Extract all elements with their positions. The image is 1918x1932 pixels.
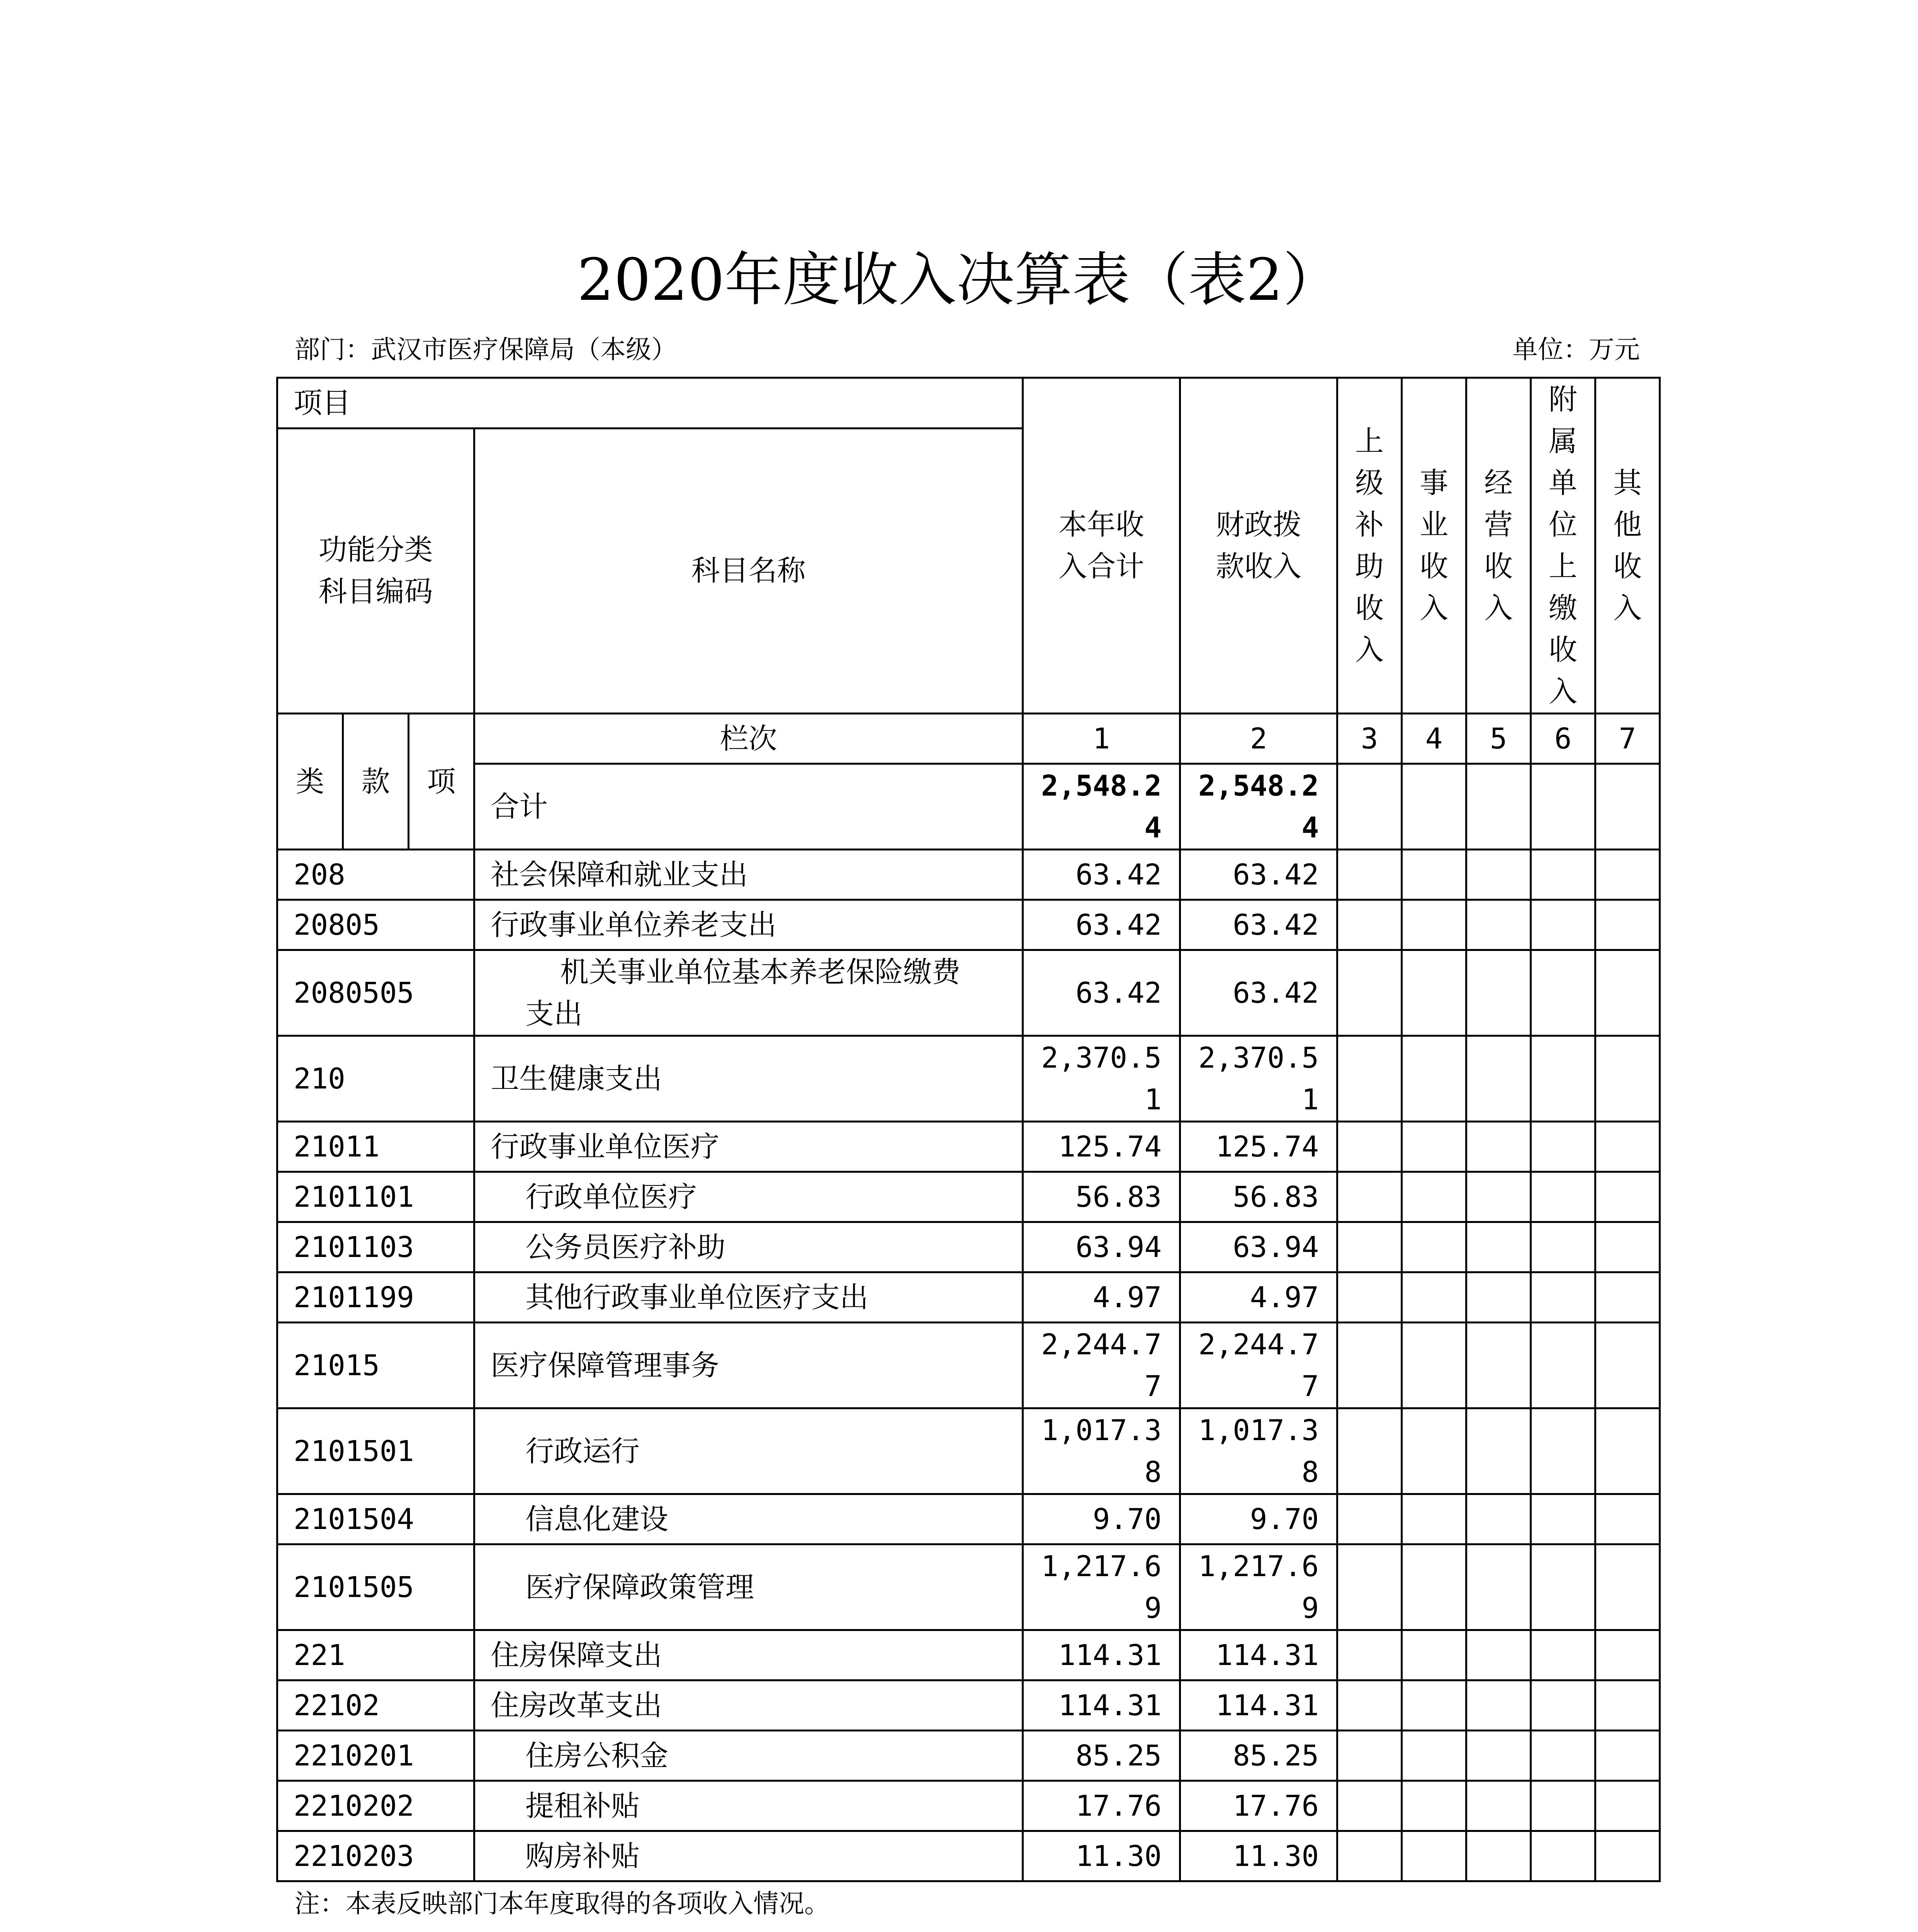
empty-cell [1531,1122,1595,1172]
empty-cell [1337,900,1402,950]
empty-cell [1466,1172,1531,1222]
empty-cell [1595,1544,1660,1630]
row-code: 221 [277,1630,474,1680]
row-total-value: 9.70 [1023,1494,1180,1544]
empty-cell [1337,1272,1402,1323]
row-subject-name: 住房保障支出 [474,1630,1023,1680]
empty-cell [1337,850,1402,900]
col-number: 7 [1595,714,1660,764]
row-fiscal-value: 2,370.5 1 [1180,1036,1337,1122]
row-total-value: 2,370.5 1 [1023,1036,1180,1122]
row-fiscal-value: 114.31 [1180,1680,1337,1731]
row-subject-name: 机关事业单位基本养老保险缴费 支出 [474,950,1023,1036]
empty-cell [1337,1408,1402,1494]
empty-cell [1402,1680,1466,1731]
empty-cell [1402,1323,1466,1408]
col-number: 3 [1337,714,1402,764]
row-code: 2101501 [277,1408,474,1494]
header-xiang: 项 [409,714,474,850]
row-code: 2101101 [277,1172,474,1222]
empty-cell [1466,850,1531,900]
empty-cell [1466,1831,1531,1881]
empty-cell [1337,1731,1402,1781]
table-row [277,1122,1660,1172]
header-subject-name: 科目名称 [474,428,1023,713]
empty-cell [1466,1408,1531,1494]
table-row [277,1172,1660,1222]
empty-cell [1595,1122,1660,1172]
row-total-value: 11.30 [1023,1831,1180,1881]
empty-cell [1337,950,1402,1036]
table-row [277,1272,1660,1323]
empty-cell [1531,900,1595,950]
page-title: 2020年度收入决算表（表2） [577,247,1341,314]
empty-cell [1531,850,1595,900]
row-code: 2101505 [277,1544,474,1630]
col-number: 6 [1531,714,1595,764]
empty-cell [1531,1222,1595,1272]
total-row [277,764,1660,850]
table-row [277,1036,1660,1122]
row-fiscal-value: 1,017.3 8 [1180,1408,1337,1494]
row-code: 2210203 [277,1831,474,1881]
table-row [277,1731,1660,1781]
empty-cell [1595,1680,1660,1731]
footnote-line1: 注：本表反映部门本年度取得的各项收入情况。 [294,1889,830,1918]
header-col-total: 本年收 入合计 [1023,378,1180,714]
row-total-value: 1,017.3 8 [1023,1408,1180,1494]
row-code: 2080505 [277,950,474,1036]
row-subject-name: 社会保障和就业支出 [474,850,1023,900]
empty-cell [1595,1172,1660,1222]
empty-cell [1402,1781,1466,1831]
empty-cell [1402,1172,1466,1222]
empty-cell [1337,1680,1402,1731]
empty-cell [1337,1781,1402,1831]
empty-cell [1531,1781,1595,1831]
row-fiscal-value: 17.76 [1180,1781,1337,1831]
row-subject-name: 行政单位医疗 [474,1172,1023,1222]
empty-cell [1531,1172,1595,1222]
table-row [277,1222,1660,1272]
empty-cell [1531,950,1595,1036]
empty-cell [1531,1630,1595,1680]
empty-cell [1466,1323,1531,1408]
empty-cell [1595,1731,1660,1781]
empty-cell [1531,1544,1595,1630]
empty-cell [1337,1036,1402,1122]
empty-cell [1402,1494,1466,1544]
row-fiscal-value: 63.42 [1180,900,1337,950]
row-fiscal-value: 9.70 [1180,1494,1337,1544]
col-number: 2 [1180,714,1337,764]
empty-cell [1402,1272,1466,1323]
row-total-value: 63.42 [1023,950,1180,1036]
empty-cell [1466,1222,1531,1272]
row-total-value: 63.42 [1023,900,1180,950]
empty-cell [1402,764,1466,850]
row-fiscal-value: 63.42 [1180,950,1337,1036]
table-row [277,1408,1660,1494]
row-fiscal-value: 85.25 [1180,1731,1337,1781]
table-row [277,900,1660,950]
empty-cell [1402,1222,1466,1272]
row-subject-name: 医疗保障管理事务 [474,1323,1023,1408]
row-code: 21011 [277,1122,474,1172]
empty-cell [1595,1272,1660,1323]
table-row [277,950,1660,1036]
row-fiscal-value: 125.74 [1180,1122,1337,1172]
empty-cell [1595,950,1660,1036]
header-col-operating: 经 营 收 入 [1466,378,1531,714]
row-subject-name: 行政事业单位医疗 [474,1122,1023,1172]
empty-cell [1402,1831,1466,1881]
row-fiscal-value: 11.30 [1180,1831,1337,1881]
row-total-value: 114.31 [1023,1680,1180,1731]
empty-cell [1595,1781,1660,1831]
department-label: 部门：武汉市医疗保障局（本级） [294,335,677,364]
row-subject-name: 住房改革支出 [474,1680,1023,1731]
empty-cell [1466,1731,1531,1781]
empty-cell [1402,1630,1466,1680]
row-code: 2101504 [277,1494,474,1544]
empty-cell [1402,1122,1466,1172]
empty-cell [1595,1831,1660,1881]
empty-cell [1337,1222,1402,1272]
income-budget-table [276,377,1661,1882]
empty-cell [1337,764,1402,850]
row-total-value: 63.42 [1023,850,1180,900]
col-number: 1 [1023,714,1180,764]
row-code: 21015 [277,1323,474,1408]
empty-cell [1466,1630,1531,1680]
empty-cell [1595,850,1660,900]
empty-cell [1402,1408,1466,1494]
header-kuan: 款 [343,714,409,850]
row-code: 210 [277,1036,474,1122]
row-code: 2101103 [277,1222,474,1272]
empty-cell [1337,1630,1402,1680]
empty-cell [1466,950,1531,1036]
empty-cell [1595,1494,1660,1544]
empty-cell [1466,764,1531,850]
empty-cell [1466,1781,1531,1831]
row-subject-name: 行政运行 [474,1408,1023,1494]
empty-cell [1595,764,1660,850]
empty-cell [1531,764,1595,850]
empty-cell [1595,1323,1660,1408]
row-total-value: 2,244.7 7 [1023,1323,1180,1408]
table-row [277,850,1660,900]
table-row [277,1630,1660,1680]
row-total-value: 85.25 [1023,1731,1180,1781]
row-code: 2210202 [277,1781,474,1831]
empty-cell [1595,900,1660,950]
table-row [277,1494,1660,1544]
empty-cell [1466,900,1531,950]
row-subject-name: 购房补贴 [474,1831,1023,1881]
empty-cell [1466,1680,1531,1731]
empty-cell [1531,1272,1595,1323]
header-col-business: 事 业 收 入 [1402,378,1466,714]
row-subject-name: 行政事业单位养老支出 [474,900,1023,950]
row-code: 22102 [277,1680,474,1731]
empty-cell [1337,1323,1402,1408]
row-code: 20805 [277,900,474,950]
empty-cell [1402,950,1466,1036]
row-fiscal-value: 56.83 [1180,1172,1337,1222]
row-code: 208 [277,850,474,900]
empty-cell [1337,1831,1402,1881]
empty-cell [1595,1630,1660,1680]
empty-cell [1595,1222,1660,1272]
header-col-affiliated: 附 属 单 位 上 缴 收 入 [1531,378,1595,714]
row-total-value: 56.83 [1023,1172,1180,1222]
table-row [277,1831,1660,1881]
col-number: 4 [1402,714,1466,764]
header-col-fiscal: 财政拨 款收入 [1180,378,1337,714]
row-fiscal-value: 2,244.7 7 [1180,1323,1337,1408]
empty-cell [1466,1544,1531,1630]
empty-cell [1531,1731,1595,1781]
row-code: 2101199 [277,1272,474,1323]
empty-cell [1531,1408,1595,1494]
empty-cell [1402,1036,1466,1122]
empty-cell [1531,1494,1595,1544]
empty-cell [1531,1680,1595,1731]
empty-cell [1531,1831,1595,1881]
empty-cell [1595,1036,1660,1122]
row-subject-name: 其他行政事业单位医疗支出 [474,1272,1023,1323]
row-subject-name: 卫生健康支出 [474,1036,1023,1122]
empty-cell [1337,1172,1402,1222]
header-col-superior: 上 级 补 助 收 入 [1337,378,1402,714]
empty-cell [1466,1122,1531,1172]
row-fiscal-value: 1,217.6 9 [1180,1544,1337,1630]
empty-cell [1402,900,1466,950]
empty-cell [1402,1731,1466,1781]
row-subject-name: 医疗保障政策管理 [474,1544,1023,1630]
unit-label: 单位：万元 [1512,335,1640,364]
empty-cell [1337,1122,1402,1172]
empty-cell [1402,850,1466,900]
header-lei: 类 [277,714,343,850]
row-subject-name: 住房公积金 [474,1731,1023,1781]
empty-cell [1337,1494,1402,1544]
row-total-value: 125.74 [1023,1122,1180,1172]
row-total-value: 63.94 [1023,1222,1180,1272]
empty-cell [1466,1036,1531,1122]
total-fiscal-cell: 2,548.2 4 [1180,764,1337,850]
empty-cell [1531,1323,1595,1408]
header-item: 项目 [277,378,1023,429]
row-subject-name: 公务员医疗补助 [474,1222,1023,1272]
table-row [277,1680,1660,1731]
row-fiscal-value: 63.94 [1180,1222,1337,1272]
col-number: 5 [1466,714,1531,764]
empty-cell [1337,1544,1402,1630]
row-subject-name: 提租补贴 [474,1781,1023,1831]
empty-cell [1531,1036,1595,1122]
row-total-value: 1,217.6 9 [1023,1544,1180,1630]
header-func-code: 功能分类 科目编码 [277,428,474,713]
table-row [277,1544,1660,1630]
empty-cell [1466,1494,1531,1544]
row-total-value: 114.31 [1023,1630,1180,1680]
row-total-value: 4.97 [1023,1272,1180,1323]
total-label: 合计 [474,764,1023,850]
empty-cell [1466,1272,1531,1323]
total-income-cell: 2,548.2 4 [1023,764,1180,850]
empty-cell [1402,1544,1466,1630]
header-col-other: 其 他 收 入 [1595,378,1660,714]
row-total-value: 17.76 [1023,1781,1180,1831]
table-row [277,1781,1660,1831]
row-fiscal-value: 4.97 [1180,1272,1337,1323]
row-fiscal-value: 114.31 [1180,1630,1337,1680]
row-fiscal-value: 63.42 [1180,850,1337,900]
row-code: 2210201 [277,1731,474,1781]
row-subject-name: 信息化建设 [474,1494,1023,1544]
header-lanci: 栏次 [474,714,1023,764]
empty-cell [1595,1408,1660,1494]
table-row [277,1323,1660,1408]
